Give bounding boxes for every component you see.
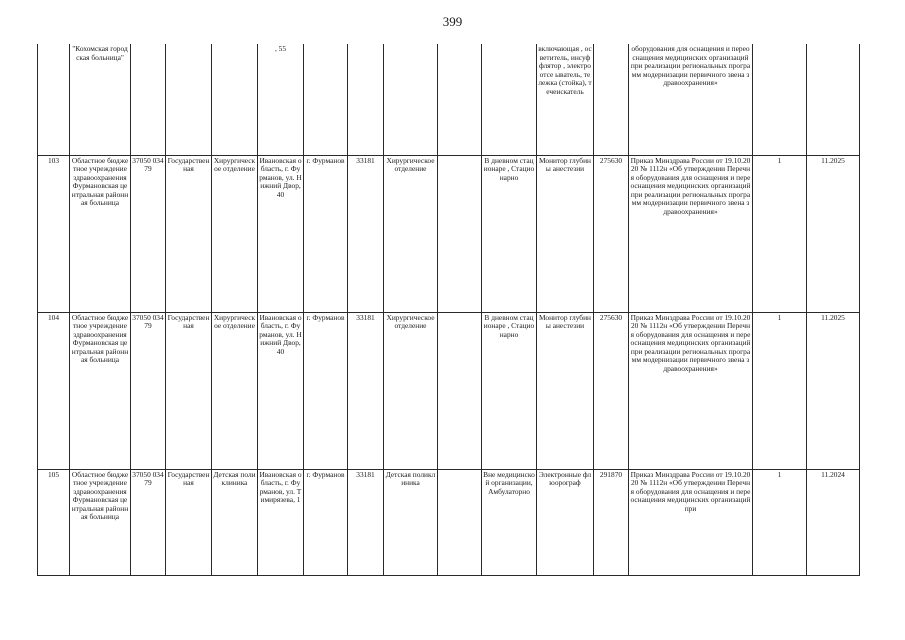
cell-profile: Хирургическое отделение [384, 155, 438, 312]
cell-equipment: Монитор глубины анестезии [537, 155, 594, 312]
cell-equipment: Монитор глубины анестезии [537, 312, 594, 469]
cell-blank [438, 469, 482, 575]
cell-code: 33181 [348, 469, 384, 575]
cell-price: 275630 [594, 312, 629, 469]
cell-inn [131, 44, 166, 155]
cell-organization: Областное бюджетное учреждение здравоохранения Фурмановская центральная районная больница [70, 469, 131, 575]
table-row [38, 155, 860, 312]
cell-order: Приказ Минздрава России от 19.10.2020 № 1112н «Об утверждении Перечня оборудования для оснащения и переоснащения медицинских организаций при реализации региональных программ модернизации первичного звена здравоохранения» [629, 155, 753, 312]
equipment-register-table [37, 44, 860, 576]
cell-city: г. Фурманов [304, 469, 348, 575]
cell-inn: 37050 03479 [131, 155, 166, 312]
cell-conditions: В дневном стационаре , Стационарно [482, 312, 537, 469]
cell-code: 33181 [348, 155, 384, 312]
cell-conditions: В дневном стационаре , Стационарно [482, 155, 537, 312]
cell-conditions [482, 44, 537, 155]
cell-qty: 1 [753, 312, 807, 469]
table-row [38, 44, 860, 155]
cell-qty: 1 [753, 469, 807, 575]
cell-num: 103 [38, 155, 70, 312]
cell-order: Приказ Минздрава России от 19.10.2020 № 1112н «Об утверждении Перечня оборудования для оснащения и переоснащения медицинских организаций при реализации региональных программ модернизации первичного звена здравоохранения» [629, 312, 753, 469]
cell-code: 33181 [348, 312, 384, 469]
cell-city [304, 44, 348, 155]
cell-price: 275630 [594, 155, 629, 312]
cell-num [38, 44, 70, 155]
cell-profile: Хирургическое отделение [384, 312, 438, 469]
cell-ownership: Государственная [166, 312, 212, 469]
cell-code [348, 44, 384, 155]
cell-blank [438, 44, 482, 155]
cell-blank [438, 312, 482, 469]
cell-ownership: Государственная [166, 469, 212, 575]
cell-date: 11.2025 [807, 312, 860, 469]
cell-department [212, 44, 258, 155]
cell-num: 105 [38, 469, 70, 575]
cell-num: 104 [38, 312, 70, 469]
cell-profile: Детская поликлиника [384, 469, 438, 575]
cell-date [807, 44, 860, 155]
cell-equipment: Электронные флюорограф [537, 469, 594, 575]
cell-organization: Областное бюджетное учреждение здравоохранения Фурмановская центральная районная больница [70, 155, 131, 312]
cell-organization: Областное бюджетное учреждение здравоохранения Фурмановская центральная районная больница [70, 312, 131, 469]
cell-blank [438, 155, 482, 312]
cell-address: Ивановская область, г. Фурманов, ул. Нижний Двор, 40 [258, 155, 304, 312]
cell-date: 11.2024 [807, 469, 860, 575]
table-row [38, 312, 860, 469]
table-row [38, 469, 860, 575]
cell-city: г. Фурманов [304, 312, 348, 469]
cell-qty [753, 44, 807, 155]
cell-organization: "Кохомская городская больница" [70, 44, 131, 155]
cell-order: оборудования для оснащения и переоснащения медицинских организаций при реализации региональных программ модернизации первичного звена здравоохранения» [629, 44, 753, 155]
cell-city: г. Фурманов [304, 155, 348, 312]
cell-date: 11.2025 [807, 155, 860, 312]
cell-department: Хирургическое отделение [212, 155, 258, 312]
cell-department: Детская поликлиника [212, 469, 258, 575]
cell-price [594, 44, 629, 155]
cell-inn: 37050 03479 [131, 312, 166, 469]
page-number: 399 [442, 14, 463, 29]
cell-profile [384, 44, 438, 155]
cell-address: Ивановская область, г. Фурманов, ул. Нижний Двор, 40 [258, 312, 304, 469]
cell-qty: 1 [753, 155, 807, 312]
cell-ownership: Государственная [166, 155, 212, 312]
cell-conditions: Вне медицинской организации, Амбулаторно [482, 469, 537, 575]
cell-address: , 55 [258, 44, 304, 155]
cell-ownership [166, 44, 212, 155]
cell-address: Ивановская область, г. Фурманов, ул. Тимирязева, 1 [258, 469, 304, 575]
cell-department: Хирургическое отделение [212, 312, 258, 469]
cell-order: Приказ Минздрава России от 19.10.2020 № 1112н «Об утверждении Перечня оборудования для оснащения и переоснащения медицинских организаций при [629, 469, 753, 575]
cell-inn: 37050 03479 [131, 469, 166, 575]
cell-equipment: включающая , осветитель, инсуффлятор , электроотсе ыватель, тележка (стойка), течеискатель [537, 44, 594, 155]
cell-price: 291870 [594, 469, 629, 575]
